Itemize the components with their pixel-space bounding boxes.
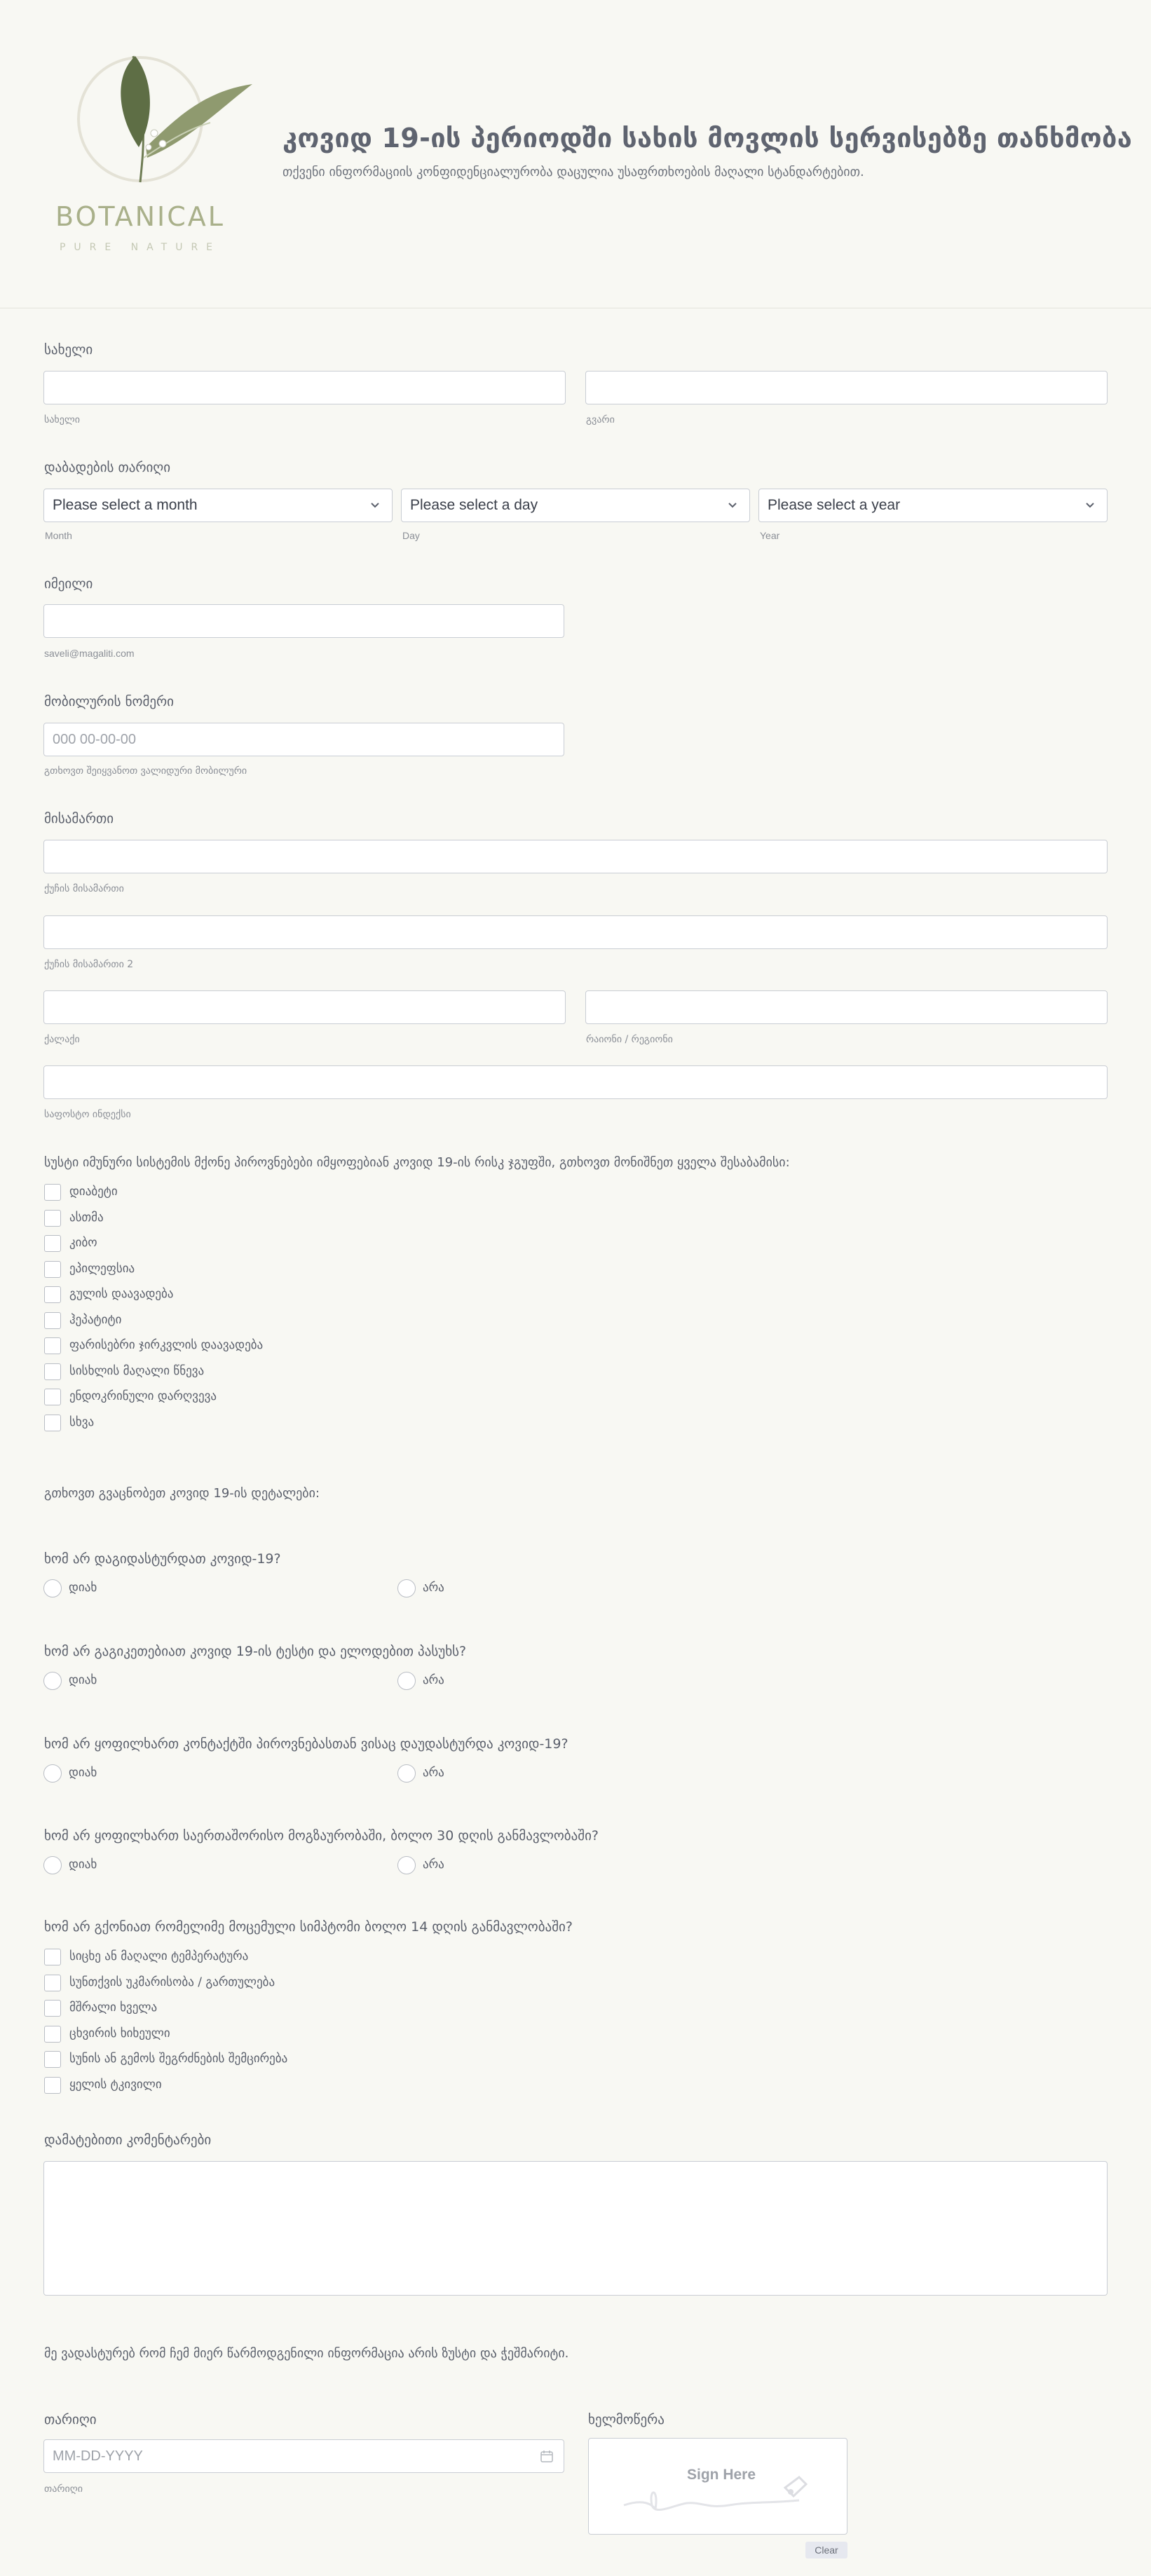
immune-checkbox[interactable] <box>44 1210 61 1227</box>
immune-option-label: სხვა <box>69 1415 95 1429</box>
comments-label: დამატებითი კომენტარები <box>44 2132 212 2148</box>
chevron-down-icon <box>368 498 382 512</box>
question-label: ხომ არ გაგიკეთებიათ კოვიდ 19-ის ტესტი და ელოდებით პასუხს? <box>44 1644 467 1659</box>
logo-tagline: PURE NATURE <box>59 242 222 253</box>
year-sublabel: Year <box>760 530 780 541</box>
month-select[interactable] <box>43 489 393 522</box>
dob-label: დაბადების თარიღი <box>44 460 171 475</box>
zip-input[interactable] <box>43 1065 1108 1099</box>
radio-no[interactable] <box>397 1672 416 1690</box>
radio-yes[interactable] <box>43 1764 62 1783</box>
address-label: მისამართი <box>44 811 114 826</box>
last-name-input[interactable] <box>585 371 1108 404</box>
immune-option-label: გულის დაავადება <box>69 1287 174 1301</box>
symptoms-checkbox[interactable] <box>44 1975 61 1991</box>
immune-checkbox[interactable] <box>44 1261 61 1278</box>
radio-yes-label: დიახ <box>69 1858 97 1872</box>
symptoms-option-label: მშრალი ხველა <box>69 2001 158 2015</box>
signature-scribble-icon <box>589 2439 848 2535</box>
chevron-down-icon <box>726 498 740 512</box>
radio-no-label: არა <box>423 1581 444 1595</box>
last-name-sublabel: გვარი <box>586 414 615 425</box>
radio-no[interactable] <box>397 1764 416 1783</box>
radio-no-label: არა <box>423 1673 444 1687</box>
phone-placeholder: 000 00-00-00 <box>53 731 136 747</box>
day-sublabel: Day <box>402 530 420 541</box>
immune-checkbox[interactable] <box>44 1184 61 1201</box>
radio-yes-label: დიახ <box>69 1673 97 1687</box>
date-sublabel: თარიღი <box>44 2483 83 2495</box>
symptoms-checkbox[interactable] <box>44 2051 61 2068</box>
immune-option-label: კიბო <box>69 1236 97 1250</box>
date-input[interactable] <box>43 2439 564 2473</box>
street-address-sublabel: ქუჩის მისამართი <box>44 883 124 894</box>
symptoms-option-label: ყელის ტკივილი <box>69 2077 162 2092</box>
phone-input[interactable] <box>43 723 564 756</box>
page-title: კოვიდ 19-ის პერიოდში სახის მოვლის სერვისებზე თანხმობა <box>282 123 1133 154</box>
radio-yes-label: დიახ <box>69 1766 97 1780</box>
name-label: სახელი <box>44 342 93 357</box>
zip-sublabel: საფოსტო ინდექსი <box>44 1109 131 1120</box>
phone-label: მობილურის ნომერი <box>44 694 174 709</box>
street-address-input[interactable] <box>43 840 1108 873</box>
question-label: ხომ არ ყოფილხართ კონტაქტში პიროვნებასთან ვისაც დაუდასტურდა კოვიდ-19? <box>44 1736 568 1752</box>
radio-yes[interactable] <box>43 1856 62 1874</box>
signature-pad[interactable] <box>588 2438 847 2535</box>
immune-checkbox[interactable] <box>44 1389 61 1405</box>
confirmation-text: მე ვადასტურებ რომ ჩემ მიერ წარმოდგენილი ინფორმაცია არის ზუსტი და ჭეშმარიტი. <box>44 2346 569 2361</box>
immune-option-label: ფარისებრი ჯირკვლის დაავადება <box>69 1338 264 1352</box>
phone-sublabel: გთხოვთ შეიყვანოთ ვალიდური მობილური <box>44 765 247 777</box>
immune-option-label: ენდოკრინული დარღვევა <box>69 1389 217 1403</box>
form-header <box>0 0 1151 308</box>
city-input[interactable] <box>43 990 566 1024</box>
immune-label: სუსტი იმუნური სისტემის მქონე პიროვნებები იმყოფებიან კოვიდ 19-ის რისკ ჯგუფში, გთხოვთ მონიშნეთ ყველა შესაბამისი: <box>44 1155 790 1170</box>
symptoms-label: ხომ არ გქონიათ რომელიმე მოცემული სიმპტომი ბოლო 14 დღის განმავლობაში? <box>44 1919 573 1935</box>
radio-no[interactable] <box>397 1579 416 1597</box>
radio-no-label: არა <box>423 1858 444 1872</box>
clear-signature-button[interactable]: Clear <box>805 2542 847 2558</box>
region-sublabel: რაიონი / რეგიონი <box>586 1034 673 1045</box>
calendar-icon[interactable] <box>540 2449 554 2463</box>
symptoms-checkbox[interactable] <box>44 1949 61 1965</box>
immune-option-label: ჰეპატიტი <box>69 1312 122 1327</box>
comments-textarea[interactable] <box>43 2161 1108 2296</box>
radio-no-label: არა <box>423 1766 444 1780</box>
immune-option-label: დიაბეტი <box>69 1185 118 1199</box>
symptoms-option-label: სუნის ან გემოს შეგრძნების შემცირება <box>69 2052 288 2066</box>
radio-no[interactable] <box>397 1856 416 1874</box>
year-select-value: Please select a year <box>768 497 901 513</box>
first-name-input[interactable] <box>43 371 566 404</box>
immune-option-label: ეპილეფსია <box>69 1261 135 1276</box>
symptoms-checkbox[interactable] <box>44 2026 61 2043</box>
radio-yes-label: დიახ <box>69 1581 97 1595</box>
day-select-value: Please select a day <box>410 497 538 513</box>
email-label: იმეილი <box>44 576 93 592</box>
email-sublabel: saveli@magaliti.com <box>44 648 135 659</box>
signature-hint: Sign Here <box>687 2467 756 2483</box>
month-select-value: Please select a month <box>53 497 198 513</box>
immune-option-label: სისხლის მაღალი წნევა <box>69 1363 205 1378</box>
date-label: თარიღი <box>44 2412 97 2427</box>
immune-checkbox[interactable] <box>44 1235 61 1252</box>
botanical-logo <box>42 42 259 266</box>
day-select[interactable] <box>401 489 750 522</box>
year-select[interactable] <box>758 489 1108 522</box>
email-input[interactable] <box>43 604 564 638</box>
date-placeholder: MM-DD-YYYY <box>53 2448 143 2464</box>
radio-yes[interactable] <box>43 1579 62 1597</box>
question-label: ხომ არ დაგიდასტურდათ კოვიდ-19? <box>44 1551 281 1567</box>
city-sublabel: ქალაქი <box>44 1034 80 1045</box>
first-name-sublabel: სახელი <box>44 414 80 425</box>
region-input[interactable] <box>585 990 1108 1024</box>
page-subtitle: თქვენი ინფორმაციის კონფიდენციალურობა დაცულია უსაფრთხოების მაღალი სტანდარტებით. <box>282 165 864 179</box>
symptoms-option-label: სიცხე ან მაღალი ტემპერატურა <box>69 1949 249 1963</box>
street-address-2-input[interactable] <box>43 915 1108 949</box>
signature-label: ხელმოწერა <box>588 2412 665 2427</box>
question-label: ხომ არ ყოფილხართ საერთაშორისო მოგზაურობაში, ბოლო 30 დღის განმავლობაში? <box>44 1828 599 1844</box>
immune-checkbox[interactable] <box>44 1337 61 1354</box>
symptoms-checkbox[interactable] <box>44 2077 61 2094</box>
immune-option-label: ასთმა <box>69 1210 104 1225</box>
chevron-down-icon <box>1083 498 1097 512</box>
symptoms-checkbox[interactable] <box>44 2000 61 2017</box>
logo-text: BOTANICAL <box>55 201 225 232</box>
immune-checkbox[interactable] <box>44 1286 61 1303</box>
immune-checkbox[interactable] <box>44 1415 61 1431</box>
immune-checkbox[interactable] <box>44 1312 61 1329</box>
symptoms-option-label: ცხვირის ხიხეული <box>69 2026 170 2040</box>
symptoms-option-label: სუნთქვის უკმარისობა / გართულება <box>69 1975 275 1989</box>
month-sublabel: Month <box>45 530 72 541</box>
immune-checkbox[interactable] <box>44 1363 61 1380</box>
street-address-2-sublabel: ქუჩის მისამართი 2 <box>44 959 134 970</box>
radio-yes[interactable] <box>43 1672 62 1690</box>
covid-intro-text: გთხოვთ გვაცნობეთ კოვიდ 19-ის დეტალები: <box>44 1486 320 1501</box>
